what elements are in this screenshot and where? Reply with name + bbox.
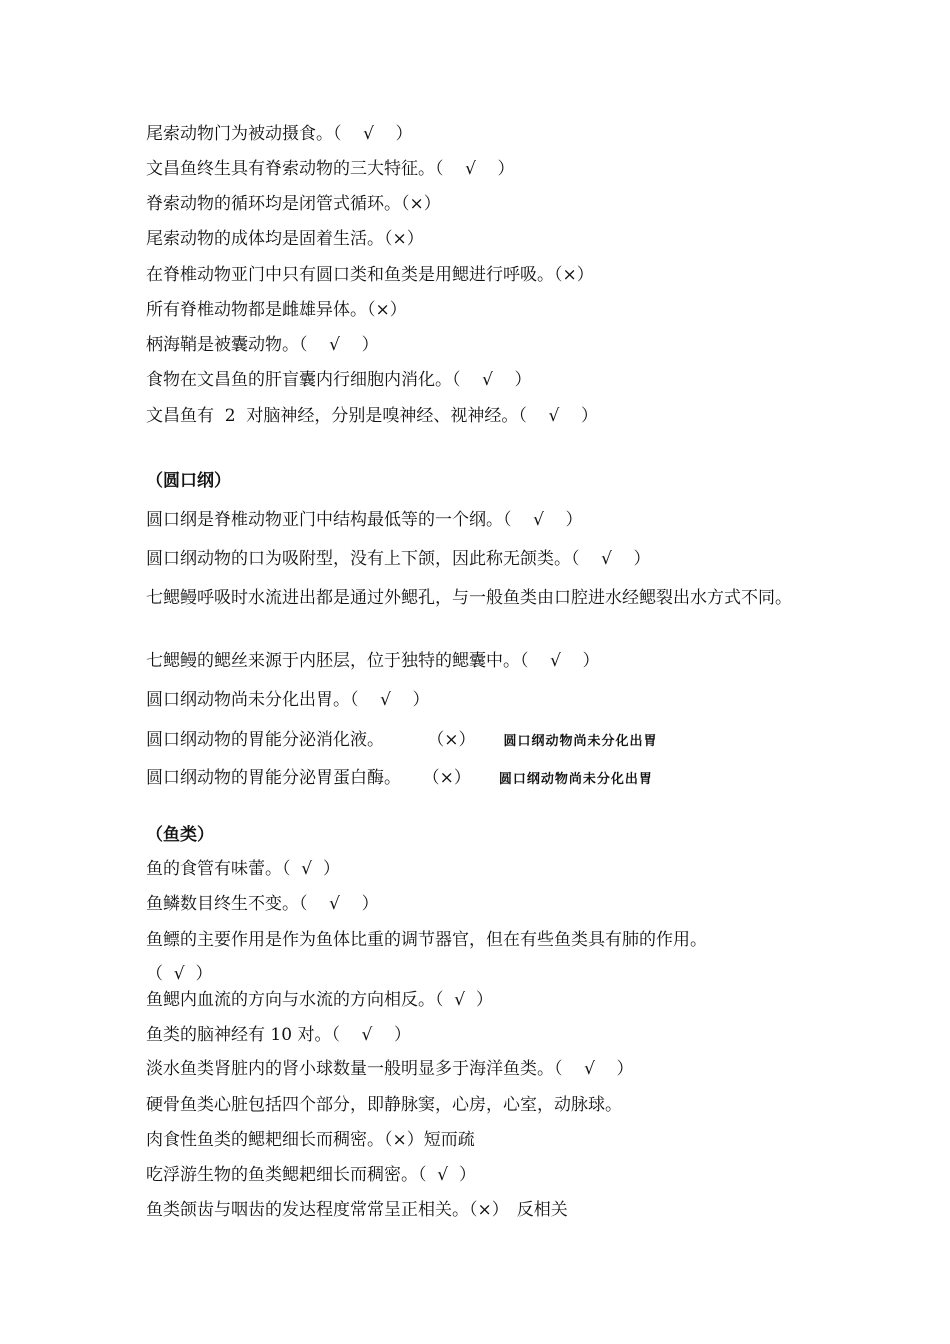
statement-line: （ √ ） (146, 964, 213, 984)
statement-line: 硬骨鱼类心脏包括四个部分，即静脉窦，心房，心室，动脉球。 (146, 1095, 622, 1115)
statement-line: 圆口纲动物的口为吸附型，没有上下颌，因此称无颌类。（ √ ） (146, 549, 651, 569)
statement-text: 鱼类颌齿与咽齿的发达程度常常呈正相关。（×） (146, 1200, 509, 1220)
statement-line (146, 729, 658, 753)
statement-line: 七鳃鳗的鳃丝来源于内胚层，位于独特的鳃囊中。（ √ ） (146, 651, 600, 671)
statement-line: 鱼的食管有味蕾。（ √ ） (146, 859, 340, 879)
annotation-note: 圆口纲动物尚未分化出胃 (498, 772, 653, 787)
statement-line: 鱼鳃内血流的方向与水流的方向相反。（ √ ） (146, 990, 493, 1010)
statement-line (146, 1199, 568, 1221)
statement-line: 文昌鱼终生具有脊索动物的三大特征。（ √ ） (146, 159, 515, 179)
statement-line: 鱼鳔的主要作用是作为鱼体比重的调节器官，但在有些鱼类具有肺的作用。 (146, 930, 707, 950)
statement-line: 尾索动物的成体均是固着生活。（×） (146, 229, 424, 249)
statement-line: 脊索动物的循环均是闭管式循环。（×） (146, 194, 441, 214)
statement-line: 圆口纲动物尚未分化出胃。（ √ ） (146, 690, 430, 710)
section-heading: （圆口纲） (146, 471, 231, 491)
statement-line: 鱼鳞数目终生不变。（ √ ） (146, 894, 379, 914)
section-heading: （鱼类） (146, 825, 214, 845)
statement-line: 所有脊椎动物都是雌雄异体。（×） (146, 300, 407, 320)
statement-line: 七鳃鳗呼吸时水流进出都是通过外鳃孔，与一般鱼类由口腔进水经鳃裂出水方式不同。 (146, 588, 792, 608)
statement-text: 圆口纲动物的胃能分泌胃蛋白酶。 （×） (146, 768, 471, 788)
statement-line: 吃浮游生物的鱼类鳃耙细长而稠密。（ √ ） (146, 1165, 476, 1185)
statement-line (146, 767, 653, 791)
statement-line: 文昌鱼有 2 对脑神经，分别是嗅神经、视神经。（ √ ） (146, 406, 598, 426)
statement-line: 食物在文昌鱼的肝盲囊内行细胞内消化。（ √ ） (146, 370, 532, 390)
statement-line: 在脊椎动物亚门中只有圆口类和鱼类是用鳃进行呼吸。（×） (146, 265, 594, 285)
statement-line: 柄海鞘是被囊动物。（ √ ） (146, 335, 379, 355)
statement-line: 肉食性鱼类的鳃耙细长而稠密。（×）短而疏 (146, 1130, 475, 1150)
correction-note: 反相关 (516, 1200, 568, 1220)
statement-line: 鱼类的脑神经有 10 对。（ √ ） (146, 1025, 412, 1045)
statement-text: 圆口纲动物的胃能分泌消化液。 （×） (146, 730, 476, 750)
annotation-note: 圆口纲动物尚未分化出胃 (503, 734, 658, 749)
statement-line: 尾索动物门为被动摄食。（ √ ） (146, 124, 413, 144)
statement-line: 圆口纲是脊椎动物亚门中结构最低等的一个纲。（ √ ） (146, 510, 583, 530)
statement-line: 淡水鱼类肾脏内的肾小球数量一般明显多于海洋鱼类。（ √ ） (146, 1059, 634, 1079)
